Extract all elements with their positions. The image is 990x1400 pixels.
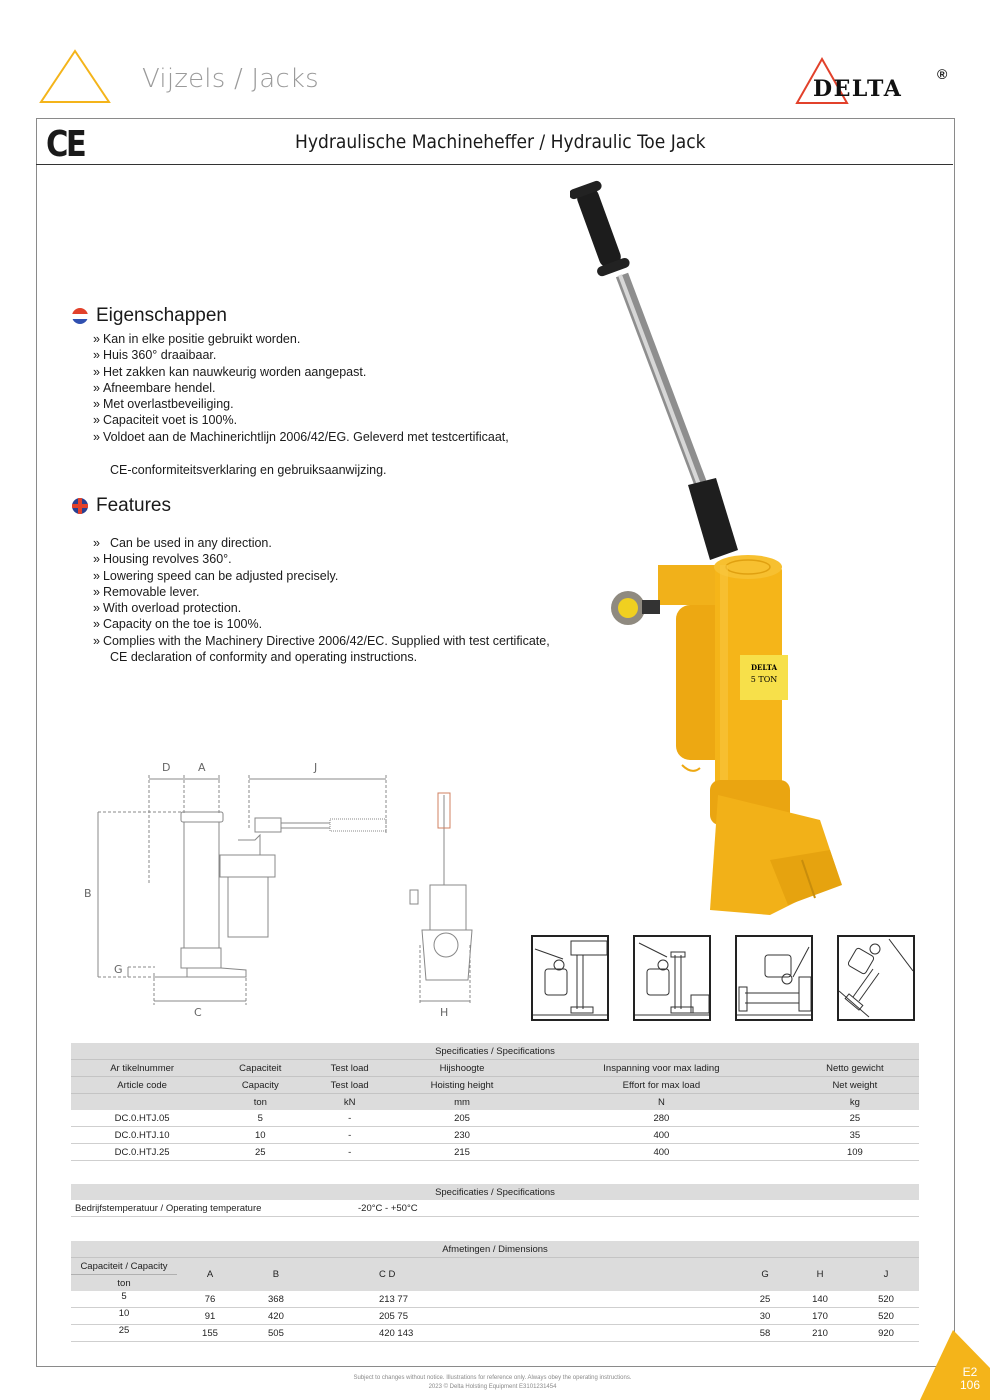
svg-text:G: G <box>114 963 123 976</box>
unit-cell: kg <box>791 1094 919 1111</box>
page-number <box>955 1366 985 1392</box>
header-cell: Test load <box>307 1077 392 1094</box>
product-photo-toe-jack <box>570 180 860 920</box>
table-row: DC.0.HTJ.25 25 - 215 400 109 <box>71 1144 919 1161</box>
features-title: Features <box>96 495 171 516</box>
specifications-table <box>71 1043 919 1161</box>
table-title: Specificaties / Specifications <box>71 1043 919 1060</box>
unit-cell: ton <box>213 1094 307 1111</box>
header-cell: B <box>243 1258 309 1292</box>
flag-uk-icon <box>72 498 88 514</box>
list-item: » Huis 360° draaibaar. <box>93 348 217 363</box>
page-num: 106 <box>959 1378 981 1392</box>
svg-text:B: B <box>84 887 92 900</box>
header-cell: Netto gewicht <box>791 1060 919 1077</box>
footer-line-2: 2023 © Delta Holsting Equipment E3101231454 <box>428 1384 557 1390</box>
registered-mark: ® <box>937 66 948 82</box>
list-item: » Housing revolves 360°. <box>93 552 232 567</box>
svg-text:J: J <box>314 761 318 774</box>
header-cell: H <box>787 1258 853 1292</box>
header-cell: A <box>177 1258 243 1292</box>
temperature-label: Bedrijfstemperatuur / Operating temperature <box>71 1200 358 1217</box>
svg-text:A: A <box>198 761 206 774</box>
eigenschappen-title: Eigenschappen <box>96 305 227 326</box>
list-item: » Met overlastbeveiliging. <box>93 397 234 412</box>
header-cell: Capacity <box>213 1077 307 1094</box>
list-item-continuation: CE-conformiteitsverklaring en gebruiksaanwijzing. <box>110 463 387 478</box>
unit-cell: N <box>532 1094 791 1111</box>
header-cell: Effort for max load <box>532 1077 791 1094</box>
list-item-continuation: CE declaration of conformity and operating instructions. <box>110 650 418 665</box>
page-title: Hydraulische Machineheffer / Hydraulic Toe Jack <box>295 131 706 153</box>
table-row: DC.0.HTJ.05 5 - 205 280 25 <box>71 1110 919 1127</box>
header-cell: G <box>743 1258 787 1292</box>
flag-nl-icon <box>72 308 88 324</box>
category-title: Vijzels / Jacks <box>142 64 319 94</box>
list-item: » Removable lever. <box>93 584 200 599</box>
list-item: » Capaciteit voet is 100%. <box>93 413 238 428</box>
eigenschappen-list <box>93 331 509 478</box>
dimension-diagram <box>80 755 490 1020</box>
footer-disclaimer <box>330 1374 655 1392</box>
list-item: » Voldoet aan de Machinerichtlijn 2006/42/EG. Geleverd met testcertificaat, <box>93 429 509 444</box>
category-triangle-icon <box>38 48 112 106</box>
list-item: » Can be used in any direction. <box>93 536 272 550</box>
list-item: » Complies with the Machinery Directive 2006/42/EC. Supplied with test certificate, <box>93 633 550 648</box>
table-row: 5 76 368 213 77 25 140 520 <box>71 1291 919 1308</box>
header-cell: Hijshoogte <box>392 1060 532 1077</box>
dimensions-table <box>71 1241 919 1342</box>
list-item: » Capacity on the toe is 100%. <box>93 617 263 632</box>
table-row: 25 155 505 420 143 58 210 920 <box>71 1325 919 1342</box>
table-title: Afmetingen / Dimensions <box>71 1241 919 1258</box>
features-heading <box>72 495 171 517</box>
header-cell: Net weight <box>791 1077 919 1094</box>
svg-text:C: C <box>194 1006 202 1019</box>
list-item: » Lowering speed can be adjusted precisely. <box>93 568 339 583</box>
svg-text:H: H <box>440 1006 449 1019</box>
table-row <box>71 1200 919 1217</box>
usage-pictogram-floor-lift <box>531 935 609 1021</box>
header-cell: Ar tikelnummer <box>71 1060 213 1077</box>
header-cell: Capaciteit / Capacity <box>71 1258 177 1275</box>
ce-mark: CE <box>46 124 85 165</box>
unit-cell: kN <box>307 1094 392 1111</box>
eigenschappen-heading <box>72 305 227 327</box>
list-item: » With overload protection. <box>93 601 242 616</box>
header-cell: Article code <box>71 1077 213 1094</box>
list-item: » Het zakken kan nauwkeurig worden aangepast. <box>93 364 367 379</box>
unit-cell <box>71 1094 213 1111</box>
footer-line-1: Subject to changes without notice. Illustrations for reference only. Always obey the operating instructions. <box>353 1375 632 1381</box>
header-cell: Test load <box>307 1060 392 1077</box>
header-cell: Capaciteit <box>213 1060 307 1077</box>
list-item: » Afneembare hendel. <box>93 380 216 395</box>
svg-text:D: D <box>162 761 171 774</box>
section-code: E2 <box>962 1365 978 1379</box>
usage-pictogram-toe-lift <box>633 935 711 1021</box>
table-title: Specificaties / Specifications <box>71 1184 919 1200</box>
table-row: DC.0.HTJ.10 10 - 230 400 35 <box>71 1127 919 1144</box>
usage-pictogram-horizontal <box>735 935 813 1021</box>
header-cell: Inspanning voor max lading <box>532 1060 791 1077</box>
temperature-table <box>71 1184 919 1217</box>
list-item: » Kan in elke positie gebruikt worden. <box>93 332 301 346</box>
table-row: 10 91 420 205 75 30 170 520 <box>71 1308 919 1325</box>
unit-cell: mm <box>392 1094 532 1111</box>
header-cell: Hoisting height <box>392 1077 532 1094</box>
header-cell: J <box>853 1258 919 1292</box>
svg-text:5 TON: 5 TON <box>750 675 778 684</box>
header-cell: C D <box>309 1258 743 1292</box>
usage-pictogram-angled <box>837 935 915 1021</box>
logo-text: DELTA <box>813 76 903 102</box>
features-list <box>93 535 550 665</box>
delta-logo <box>795 56 960 108</box>
unit-cell: ton <box>71 1275 177 1292</box>
svg-text:DELTA: DELTA <box>750 663 778 672</box>
temperature-value: -20°C - +50°C <box>358 1200 919 1217</box>
